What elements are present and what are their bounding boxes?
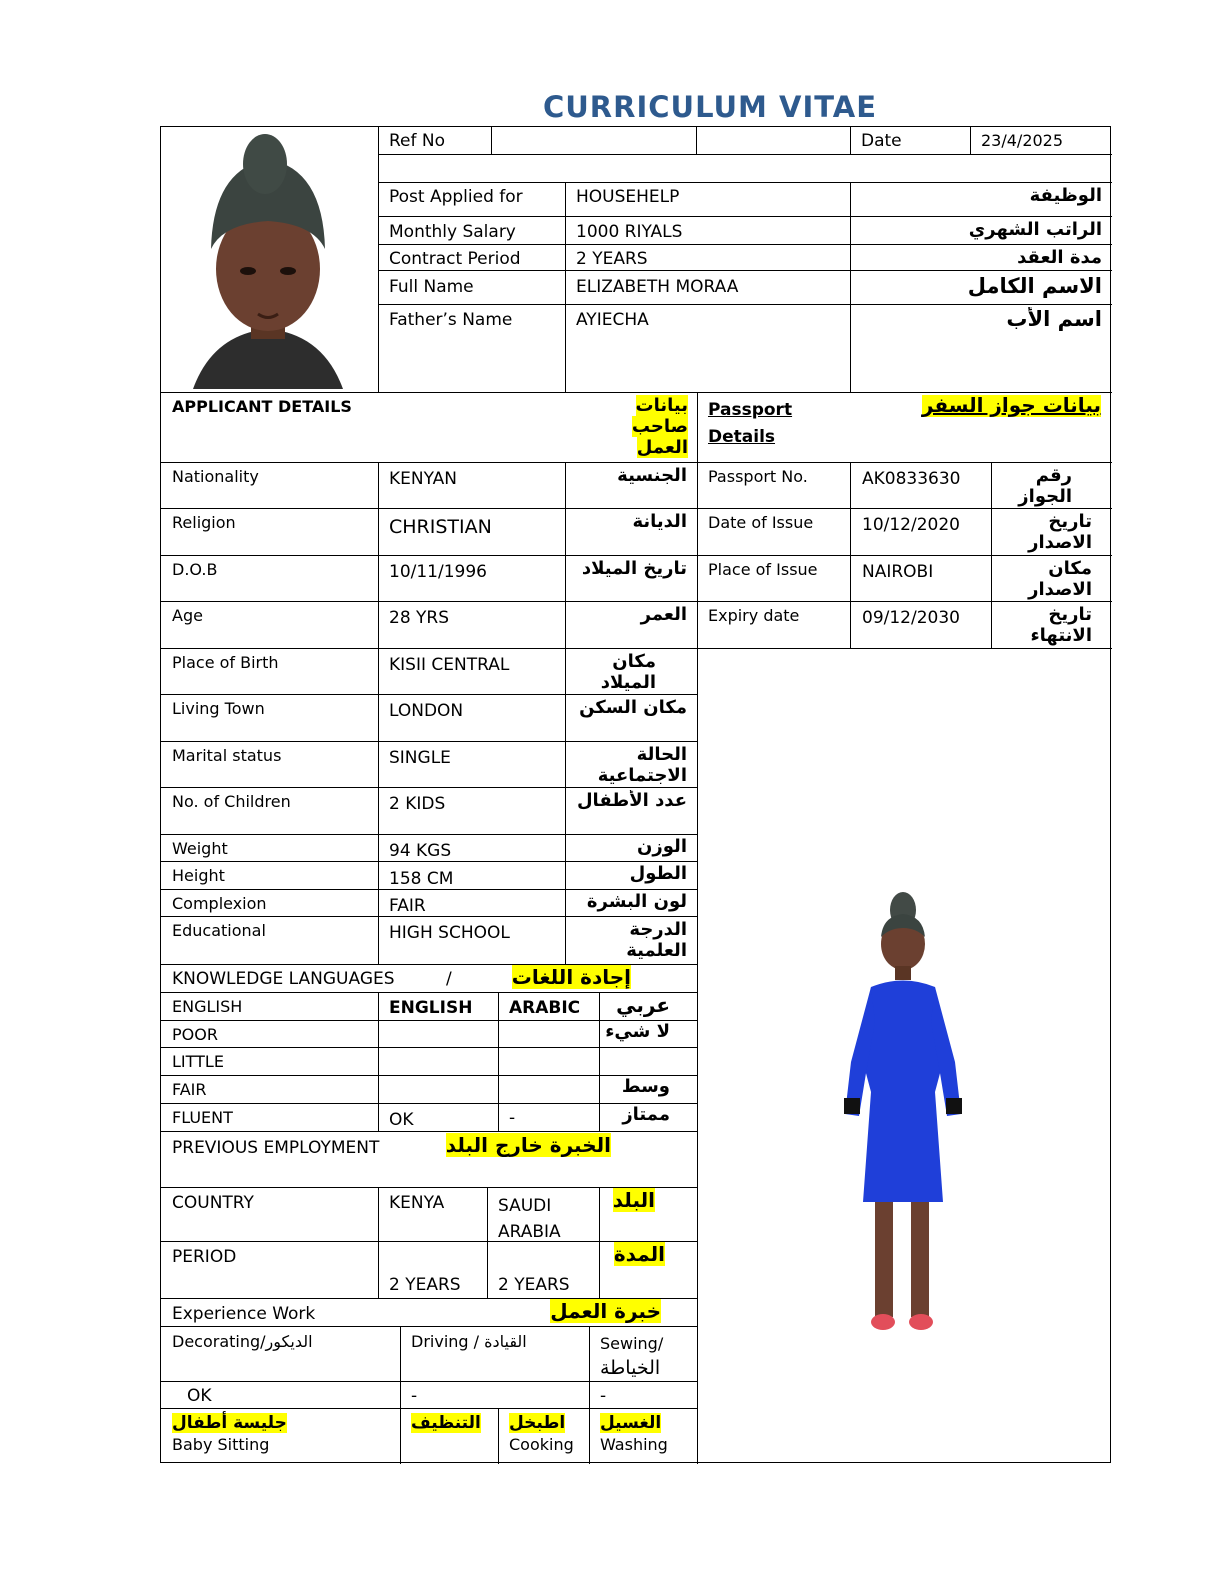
languages-arabic-heading: إجادة اللغات [511, 965, 631, 989]
marital-status-label: Marital status [172, 746, 282, 765]
lang-fluent-label: FLUENT [172, 1108, 233, 1127]
lang-poor-arabic[interactable] [499, 1023, 598, 1047]
employment-arabic-heading: الخبرة خارج البلد [445, 1133, 611, 1157]
weight-value[interactable]: 94 KGS [389, 841, 452, 861]
baby-sitting-cell: جليسة أطفال Baby Sitting [172, 1413, 287, 1454]
lang-fair-arabic[interactable] [499, 1078, 598, 1103]
lang-poor-arabic-label: لا شيء [605, 1021, 670, 1042]
full-name-arabic-label: الاسم الكامل [967, 274, 1102, 298]
issue-place-value[interactable]: NAIROBI [862, 562, 934, 582]
lang-little-english[interactable] [379, 1050, 497, 1075]
lang-little-label: LITTLE [172, 1052, 224, 1071]
languages-heading: KNOWLEDGE LANGUAGES / [172, 969, 452, 989]
salary-label: Monthly Salary [389, 222, 516, 242]
nationality-arabic-label: الجنسية [617, 465, 687, 486]
expiry-date-label: Expiry date [708, 606, 800, 625]
driving-value[interactable]: - [411, 1386, 418, 1406]
country-arabic-label: البلد [612, 1188, 655, 1212]
country-label: COUNTRY [172, 1193, 254, 1213]
lang-fair-arabic-label: وسط [621, 1076, 670, 1097]
applicant-details-heading: APPLICANT DETAILS [172, 397, 352, 416]
full-body-photo [831, 892, 971, 1347]
employment-heading: PREVIOUS EMPLOYMENT [172, 1138, 380, 1158]
full-name-value[interactable]: ELIZABETH MORAA [576, 277, 739, 297]
dob-label: D.O.B [172, 560, 218, 579]
sewing-label: Sewing/ الخياطة [600, 1334, 664, 1379]
lang-little-arabic[interactable] [499, 1050, 598, 1075]
issue-date-label: Date of Issue [708, 513, 814, 532]
full-body-image [831, 892, 971, 1347]
religion-arabic-label: الديانة [632, 511, 687, 532]
lang-col-english-label: ENGLISH [172, 997, 243, 1016]
cleaning-cell: التنظيف [411, 1413, 481, 1433]
contract-value[interactable]: 2 YEARS [576, 249, 648, 269]
lang-col-arabic-label: عربي [616, 993, 670, 1017]
education-label: Educational [172, 921, 266, 940]
salary-value[interactable]: 1000 RIYALS [576, 222, 683, 242]
passport-details-arabic-heading: بيانات جواز السفر [921, 395, 1101, 417]
date-label: Date [861, 131, 902, 151]
portrait-image [173, 129, 363, 389]
decorating-label: Decorating/الديكور [172, 1332, 313, 1351]
passport-no-label: Passport No. [708, 467, 808, 486]
lang-little-arabic-label [600, 1048, 680, 1075]
contract-arabic-label: مدة العقد [1017, 247, 1102, 268]
experience-heading: Experience Work [172, 1304, 316, 1324]
lang-fluent-arabic[interactable]: - [509, 1108, 516, 1128]
lang-fluent-english[interactable]: OK [389, 1110, 414, 1130]
driving-label: Driving / القيادة [411, 1332, 527, 1351]
document-title: CURRICULUM VITAE [542, 90, 878, 124]
weight-arabic-label: الوزن [637, 836, 687, 857]
expiry-date-arabic-label: تاريخ الانتهاء [1030, 604, 1092, 646]
decorating-value[interactable]: OK [187, 1386, 212, 1406]
lang-poor-label: POOR [172, 1025, 218, 1044]
height-value[interactable]: 158 CM [389, 869, 454, 889]
age-label: Age [172, 606, 203, 625]
dob-value[interactable]: 10/11/1996 [389, 562, 487, 582]
father-name-arabic-label: اسم الأب [1006, 307, 1102, 331]
passport-no-value[interactable]: AK0833630 [862, 469, 961, 489]
lang-fluent-arabic-label: ممتاز [622, 1104, 670, 1125]
lang-poor-english[interactable] [379, 1023, 497, 1047]
marital-status-arabic-label: الحالة الاجتماعية [597, 744, 687, 786]
date-value[interactable]: 23/4/2025 [981, 131, 1064, 150]
applicant-details-arabic-heading: بيانات صاحب العمل [631, 395, 688, 458]
education-value[interactable]: HIGH SCHOOL [389, 923, 510, 943]
complexion-label: Complexion [172, 894, 267, 913]
age-arabic-label: العمر [640, 604, 687, 625]
dob-arabic-label: تاريخ الميلاد [581, 558, 687, 579]
complexion-arabic-label: لون البشرة [586, 891, 687, 912]
country-2-value[interactable]: SAUDI ARABIA [498, 1196, 561, 1241]
full-name-label: Full Name [389, 277, 474, 297]
period-arabic-label: المدة [613, 1242, 665, 1266]
passport-details-heading: Passport Details [708, 400, 793, 447]
father-name-value[interactable]: AYIECHA [576, 310, 649, 330]
washing-cell: الغسيل Washing [600, 1413, 668, 1454]
children-value[interactable]: 2 KIDS [389, 794, 446, 814]
issue-date-value[interactable]: 10/12/2020 [862, 515, 960, 535]
weight-label: Weight [172, 839, 228, 858]
lang-col-arabic: ARABIC [509, 998, 581, 1018]
period-label: PERIOD [172, 1247, 237, 1267]
portrait-photo [173, 129, 363, 389]
country-1-value[interactable]: KENYA [389, 1193, 445, 1213]
salary-arabic-label: الراتب الشهري [968, 219, 1102, 240]
children-label: No. of Children [172, 792, 291, 811]
religion-label: Religion [172, 513, 236, 532]
complexion-value[interactable]: FAIR [389, 896, 426, 916]
issue-date-arabic-label: تاريخ الاصدار [1028, 511, 1092, 553]
marital-status-value[interactable]: SINGLE [389, 748, 451, 768]
period-2-value[interactable]: 2 YEARS [498, 1275, 570, 1295]
passport-no-arabic-label: رقم الجواز [1018, 465, 1072, 507]
period-1-value[interactable]: 2 YEARS [389, 1275, 461, 1295]
post-label: Post Applied for [389, 187, 523, 207]
religion-value[interactable]: CHRISTIAN [389, 516, 492, 538]
nationality-value[interactable]: KENYAN [389, 469, 458, 489]
place-of-birth-arabic-label: مكان الميلاد [600, 651, 656, 693]
children-arabic-label: عدد الأطفال [576, 790, 687, 811]
expiry-date-value[interactable]: 09/12/2030 [862, 608, 960, 628]
cooking-cell: اطبخل Cooking [509, 1413, 574, 1454]
nationality-label: Nationality [172, 467, 259, 486]
age-value[interactable]: 28 YRS [389, 608, 450, 628]
living-town-label: Living Town [172, 699, 265, 718]
ref-no-value[interactable] [492, 129, 692, 154]
ref-no-label: Ref No [389, 131, 446, 151]
post-arabic-label: الوظيفة [1029, 185, 1102, 206]
lang-fair-label: FAIR [172, 1080, 207, 1099]
lang-col-english: ENGLISH [389, 998, 473, 1018]
living-town-arabic-label: مكان السكن [579, 697, 687, 718]
father-name-label: Father’s Name [389, 310, 513, 330]
issue-place-arabic-label: مكان الاصدار [1028, 558, 1092, 600]
cv-form [160, 126, 1111, 1463]
place-of-birth-value[interactable]: KISII CENTRAL [389, 655, 510, 675]
place-of-birth-label: Place of Birth [172, 653, 279, 672]
height-arabic-label: الطول [629, 863, 687, 884]
living-town-value[interactable]: LONDON [389, 701, 464, 721]
education-arabic-label: الدرجة العلمية [626, 919, 687, 961]
height-label: Height [172, 866, 225, 885]
sewing-value[interactable]: - [600, 1386, 607, 1406]
lang-fair-english[interactable] [379, 1078, 497, 1103]
experience-arabic-heading: خبرة العمل [550, 1299, 661, 1323]
issue-place-label: Place of Issue [708, 560, 818, 579]
post-value[interactable]: HOUSEHELP [576, 187, 680, 207]
contract-label: Contract Period [389, 249, 521, 269]
